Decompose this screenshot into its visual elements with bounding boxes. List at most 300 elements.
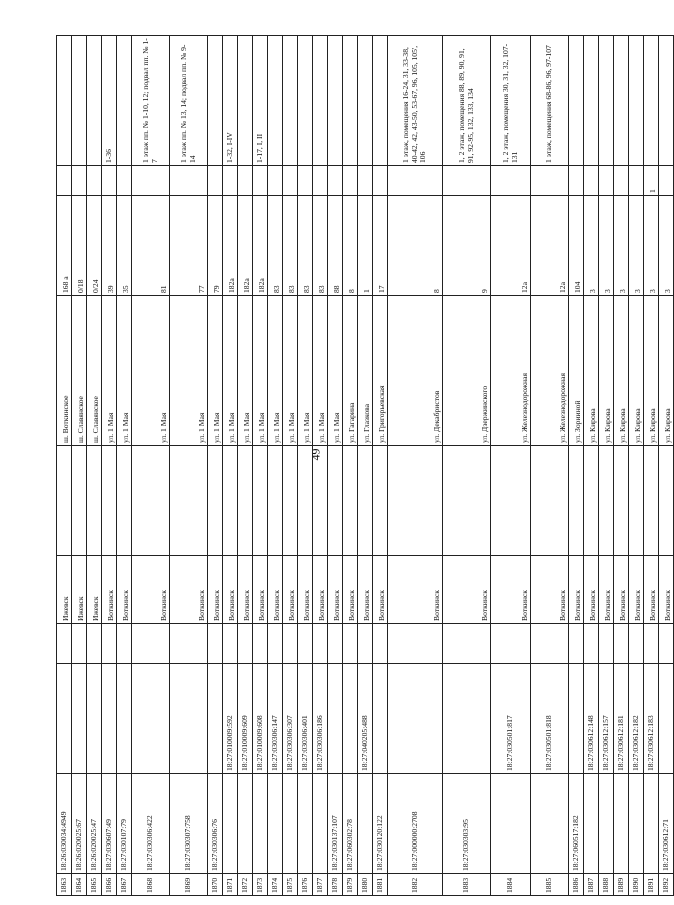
empty-cell [238, 446, 253, 556]
city: Воткинск [388, 556, 443, 624]
table-row [569, 36, 584, 896]
street: ул. Зорииной [569, 296, 584, 446]
house-number: 182а [223, 196, 238, 296]
table-row [117, 36, 132, 896]
row-number: 1877 [313, 874, 328, 896]
street: ул. Григорьевская [373, 296, 388, 446]
row-number: 1888 [599, 874, 614, 896]
rooms-description [373, 36, 388, 166]
part-number [253, 166, 268, 196]
parent-cadastral-number [208, 664, 223, 774]
house-number: 12а [531, 196, 569, 296]
parent-cadastral-number [170, 664, 208, 774]
street: ул. Декабристов [388, 296, 443, 446]
parent-cadastral-number [569, 664, 584, 774]
parent-cadastral-number: 18:27:030612:182 [629, 664, 644, 774]
cadastral-number: 18:27:030107:79 [117, 774, 132, 874]
part-number [87, 166, 102, 196]
house-number: 0/18 [72, 196, 87, 296]
part-number [358, 166, 373, 196]
empty-cell [328, 446, 343, 556]
table-row [208, 36, 223, 896]
empty-cell [72, 446, 87, 556]
rooms-description [358, 36, 373, 166]
rooms-description: 1 этаж, помещения 16-24, 31, 33-38, 40-42, 42, 43-50, 53-67, 96, 105, 105', 106 [388, 36, 443, 166]
cadastral-number: 18:26:030034:4949 [57, 774, 72, 874]
empty-cell [132, 446, 170, 556]
house-number: 88 [328, 196, 343, 296]
row-number: 1869 [170, 874, 208, 896]
empty-cell [223, 624, 238, 664]
parent-cadastral-number: 18:27:010009:609 [238, 664, 253, 774]
cadastral-number: 18:27:030306:76 [208, 774, 223, 874]
row-number: 1871 [223, 874, 238, 896]
empty-cell [614, 446, 629, 556]
row-number: 1875 [283, 874, 298, 896]
part-number [388, 166, 443, 196]
rooms-description: 1-36 [102, 36, 117, 166]
city: Воткинск [117, 556, 132, 624]
part-number [343, 166, 358, 196]
empty-cell [629, 624, 644, 664]
house-number: 3 [644, 196, 659, 296]
street: ул. Гагарина [343, 296, 358, 446]
parent-cadastral-number [117, 664, 132, 774]
empty-cell [170, 446, 208, 556]
table-row [343, 36, 358, 896]
row-number: 1876 [298, 874, 313, 896]
rooms-description: 1 этаж пп. № 1-10, 12; подвал пп. № 1-7 [132, 36, 170, 166]
house-number: 12а [491, 196, 531, 296]
street: ул. Железнодорожная [531, 296, 569, 446]
rooms-description [644, 36, 659, 166]
table-row [313, 36, 328, 896]
house-number: 168 а [57, 196, 72, 296]
row-number: 1865 [87, 874, 102, 896]
house-number: 104 [569, 196, 584, 296]
street: ул. 1 Мая [223, 296, 238, 446]
table-row [584, 36, 599, 896]
city: Воткинск [132, 556, 170, 624]
parent-cadastral-number [328, 664, 343, 774]
city: Воткинск [373, 556, 388, 624]
row-number: 1879 [343, 874, 358, 896]
row-number: 1882 [388, 874, 443, 896]
cadastral-number: 18:26:020025:47 [87, 774, 102, 874]
street: ул. 1 Мая [238, 296, 253, 446]
part-number [102, 166, 117, 196]
row-number: 1886 [569, 874, 584, 896]
row-number: 1866 [102, 874, 117, 896]
street: ш. Славянское [72, 296, 87, 446]
table-row [170, 36, 208, 896]
house-number: 81 [132, 196, 170, 296]
cadastral-number [599, 774, 614, 874]
city: Воткинск [253, 556, 268, 624]
cadastral-number: 18:27:030137:107 [328, 774, 343, 874]
parent-cadastral-number: 18:27:030612:157 [599, 664, 614, 774]
rooms-description [328, 36, 343, 166]
house-number: 3 [629, 196, 644, 296]
table-row [102, 36, 117, 896]
cadastral-number: 18:27:000000:2708 [388, 774, 443, 874]
table-row [223, 36, 238, 896]
city: Воткинск [102, 556, 117, 624]
row-number: 1872 [238, 874, 253, 896]
cadastral-number [283, 774, 298, 874]
table-row [57, 36, 72, 896]
house-number: 182а [253, 196, 268, 296]
street: ул. 1 Мая [283, 296, 298, 446]
row-number: 1868 [132, 874, 170, 896]
part-number [283, 166, 298, 196]
table-body [57, 36, 674, 896]
city: Воткинск [531, 556, 569, 624]
rooms-description [87, 36, 102, 166]
empty-cell [584, 624, 599, 664]
parent-cadastral-number: 18:27:030306:147 [268, 664, 283, 774]
street: ул. Кирова [599, 296, 614, 446]
empty-cell [208, 446, 223, 556]
cadastral-number [268, 774, 283, 874]
empty-cell [208, 624, 223, 664]
row-number: 1884 [491, 874, 531, 896]
empty-cell [87, 624, 102, 664]
city: Воткинск [644, 556, 659, 624]
part-number [268, 166, 283, 196]
city: Воткинск [599, 556, 614, 624]
empty-cell [283, 624, 298, 664]
street: ул. 1 Мая [328, 296, 343, 446]
empty-cell [223, 446, 238, 556]
city: Ижевск [57, 556, 72, 624]
parent-cadastral-number [659, 664, 674, 774]
rooms-description [584, 36, 599, 166]
part-number [313, 166, 328, 196]
street: ул. 1 Мая [268, 296, 283, 446]
street: ул. Кирова [584, 296, 599, 446]
parent-cadastral-number [388, 664, 443, 774]
cadastral-number [531, 774, 569, 874]
house-number: 39 [102, 196, 117, 296]
street: ул. Кирова [629, 296, 644, 446]
parent-cadastral-number [343, 664, 358, 774]
empty-cell [313, 446, 328, 556]
parent-cadastral-number: 18:27:030501:818 [531, 664, 569, 774]
rotated-register-table [56, 36, 673, 896]
rooms-description [614, 36, 629, 166]
cadastral-number [491, 774, 531, 874]
city: Воткинск [491, 556, 531, 624]
empty-cell [253, 624, 268, 664]
street: ул. 1 Мая [170, 296, 208, 446]
street: ул. 1 Мая [208, 296, 223, 446]
parent-cadastral-number [102, 664, 117, 774]
part-number [599, 166, 614, 196]
cadastral-number: 18:27:060302:78 [343, 774, 358, 874]
empty-cell [72, 624, 87, 664]
empty-cell [599, 624, 614, 664]
parent-cadastral-number: 18:27:030306:186 [313, 664, 328, 774]
empty-cell [343, 446, 358, 556]
city: Воткинск [223, 556, 238, 624]
street: ул. Глазкова [358, 296, 373, 446]
table-row [644, 36, 659, 896]
cadastral-number [614, 774, 629, 874]
parent-cadastral-number [72, 664, 87, 774]
city: Воткинск [569, 556, 584, 624]
house-number: 1 [358, 196, 373, 296]
rooms-description [238, 36, 253, 166]
rooms-description [208, 36, 223, 166]
empty-cell [629, 446, 644, 556]
empty-cell [659, 624, 674, 664]
street: ул. 1 Мая [102, 296, 117, 446]
city: Воткинск [283, 556, 298, 624]
table-row [358, 36, 373, 896]
empty-cell [531, 446, 569, 556]
part-number: 1 [644, 166, 659, 196]
house-number: 17 [373, 196, 388, 296]
rooms-description: 1-32, I-IV [223, 36, 238, 166]
row-number: 1878 [328, 874, 343, 896]
table-row [491, 36, 531, 896]
part-number [328, 166, 343, 196]
empty-cell [57, 624, 72, 664]
city: Воткинск [659, 556, 674, 624]
row-number: 1883 [443, 874, 491, 896]
house-number: 8 [343, 196, 358, 296]
cadastral-number [253, 774, 268, 874]
table-row [443, 36, 491, 896]
house-number: 3 [599, 196, 614, 296]
row-number: 1885 [531, 874, 569, 896]
table-row [72, 36, 87, 896]
empty-cell [531, 624, 569, 664]
part-number [170, 166, 208, 196]
part-number [117, 166, 132, 196]
parent-cadastral-number: 18:27:030306:401 [298, 664, 313, 774]
city: Ижевск [72, 556, 87, 624]
empty-cell [358, 624, 373, 664]
empty-cell [132, 624, 170, 664]
row-number: 1867 [117, 874, 132, 896]
city: Воткинск [328, 556, 343, 624]
house-number: 77 [170, 196, 208, 296]
cadastral-number [629, 774, 644, 874]
house-number: 182а [238, 196, 253, 296]
house-number: 8 [388, 196, 443, 296]
empty-cell [298, 624, 313, 664]
street: ул. Кирова [614, 296, 629, 446]
empty-cell [253, 446, 268, 556]
house-number: 83 [313, 196, 328, 296]
street: ул. Железнодорожная [491, 296, 531, 446]
rooms-description [343, 36, 358, 166]
cadastral-number [223, 774, 238, 874]
empty-cell [388, 624, 443, 664]
street: ул. 1 Мая [313, 296, 328, 446]
parent-cadastral-number: 18:27:030501:817 [491, 664, 531, 774]
table-row [659, 36, 674, 896]
empty-cell [373, 446, 388, 556]
row-number: 1889 [614, 874, 629, 896]
empty-cell [644, 624, 659, 664]
row-number: 1887 [584, 874, 599, 896]
empty-cell [328, 624, 343, 664]
table-row [531, 36, 569, 896]
empty-cell [283, 446, 298, 556]
house-number: 83 [283, 196, 298, 296]
rooms-description [117, 36, 132, 166]
city: Воткинск [298, 556, 313, 624]
empty-cell [659, 446, 674, 556]
table-row [132, 36, 170, 896]
empty-cell [117, 446, 132, 556]
cadastral-number: 18:27:030607:49 [102, 774, 117, 874]
table-row [388, 36, 443, 896]
part-number [57, 166, 72, 196]
city: Воткинск [358, 556, 373, 624]
cadastral-number: 18:27:030307:758 [170, 774, 208, 874]
rooms-description: 1, 2 этаж, помещения 30, 31, 32, 107-131 [491, 36, 531, 166]
cadastral-number: 18:27:060517:182 [569, 774, 584, 874]
empty-cell [388, 446, 443, 556]
table-row [268, 36, 283, 896]
empty-cell [443, 624, 491, 664]
part-number [208, 166, 223, 196]
parent-cadastral-number: 18:27:030306:307 [283, 664, 298, 774]
rooms-description [298, 36, 313, 166]
table-row [328, 36, 343, 896]
rooms-description [313, 36, 328, 166]
rooms-description: 1 этаж, помещения 68-86, 96, 97-107 [531, 36, 569, 166]
parent-cadastral-number: 18:27:030612:183 [644, 664, 659, 774]
city: Воткинск [170, 556, 208, 624]
house-number: 3 [659, 196, 674, 296]
row-number: 1881 [373, 874, 388, 896]
city: Воткинск [443, 556, 491, 624]
empty-cell [569, 446, 584, 556]
house-number: 3 [614, 196, 629, 296]
empty-cell [298, 446, 313, 556]
row-number: 1892 [659, 874, 674, 896]
part-number [238, 166, 253, 196]
part-number [373, 166, 388, 196]
empty-cell [443, 446, 491, 556]
empty-cell [170, 624, 208, 664]
rooms-description [599, 36, 614, 166]
rooms-description [57, 36, 72, 166]
city: Воткинск [238, 556, 253, 624]
page-number: 49 [308, 448, 323, 461]
row-number: 1890 [629, 874, 644, 896]
empty-cell [117, 624, 132, 664]
empty-cell [614, 624, 629, 664]
cadastral-number: 18:27:030306:422 [132, 774, 170, 874]
part-number [531, 166, 569, 196]
city: Ижевск [87, 556, 102, 624]
empty-cell [313, 624, 328, 664]
empty-cell [102, 446, 117, 556]
house-number: 0/24 [87, 196, 102, 296]
rooms-description: 1-17, I, II [253, 36, 268, 166]
rooms-description: 1 этаж пп. № 13, 14; подвал пп. № 9-14 [170, 36, 208, 166]
empty-cell [491, 624, 531, 664]
part-number [72, 166, 87, 196]
part-number [659, 166, 674, 196]
table-row [614, 36, 629, 896]
table-row [629, 36, 644, 896]
table-row [599, 36, 614, 896]
part-number [443, 166, 491, 196]
row-number: 1874 [268, 874, 283, 896]
parent-cadastral-number [443, 664, 491, 774]
cadastral-number [358, 774, 373, 874]
cadastral-number: 18:27:030120:122 [373, 774, 388, 874]
city: Воткинск [614, 556, 629, 624]
parent-cadastral-number: 18:27:030612:181 [614, 664, 629, 774]
cadastral-number: 18:27:030612:71 [659, 774, 674, 874]
part-number [223, 166, 238, 196]
empty-cell [238, 624, 253, 664]
part-number [569, 166, 584, 196]
parent-cadastral-number: 18:27:010009:592 [223, 664, 238, 774]
city: Воткинск [208, 556, 223, 624]
table-row [298, 36, 313, 896]
cadastral-number [298, 774, 313, 874]
rooms-description [268, 36, 283, 166]
house-number: 83 [298, 196, 313, 296]
street: ул. Кирова [659, 296, 674, 446]
part-number [584, 166, 599, 196]
empty-cell [87, 446, 102, 556]
part-number [629, 166, 644, 196]
empty-cell [102, 624, 117, 664]
table-row [87, 36, 102, 896]
city: Воткинск [268, 556, 283, 624]
empty-cell [599, 446, 614, 556]
house-number: 9 [443, 196, 491, 296]
street: ул. Кирова [644, 296, 659, 446]
row-number: 1880 [358, 874, 373, 896]
part-number [614, 166, 629, 196]
city: Воткинск [629, 556, 644, 624]
cadastral-number [313, 774, 328, 874]
row-number: 1870 [208, 874, 223, 896]
empty-cell [584, 446, 599, 556]
street: ул. 1 Мая [117, 296, 132, 446]
street: ул. Дзержинского [443, 296, 491, 446]
empty-cell [491, 446, 531, 556]
house-number: 3 [584, 196, 599, 296]
row-number: 1863 [57, 874, 72, 896]
part-number [298, 166, 313, 196]
part-number [132, 166, 170, 196]
part-number [491, 166, 531, 196]
street: ул. 1 Мая [132, 296, 170, 446]
table-row [373, 36, 388, 896]
street: ш. Славянское [87, 296, 102, 446]
house-number: 83 [268, 196, 283, 296]
parent-cadastral-number: 18:27:040205:488 [358, 664, 373, 774]
parent-cadastral-number: 18:27:010009:608 [253, 664, 268, 774]
rooms-description [659, 36, 674, 166]
table-row [238, 36, 253, 896]
cadastral-number [644, 774, 659, 874]
rooms-description [629, 36, 644, 166]
parent-cadastral-number [132, 664, 170, 774]
